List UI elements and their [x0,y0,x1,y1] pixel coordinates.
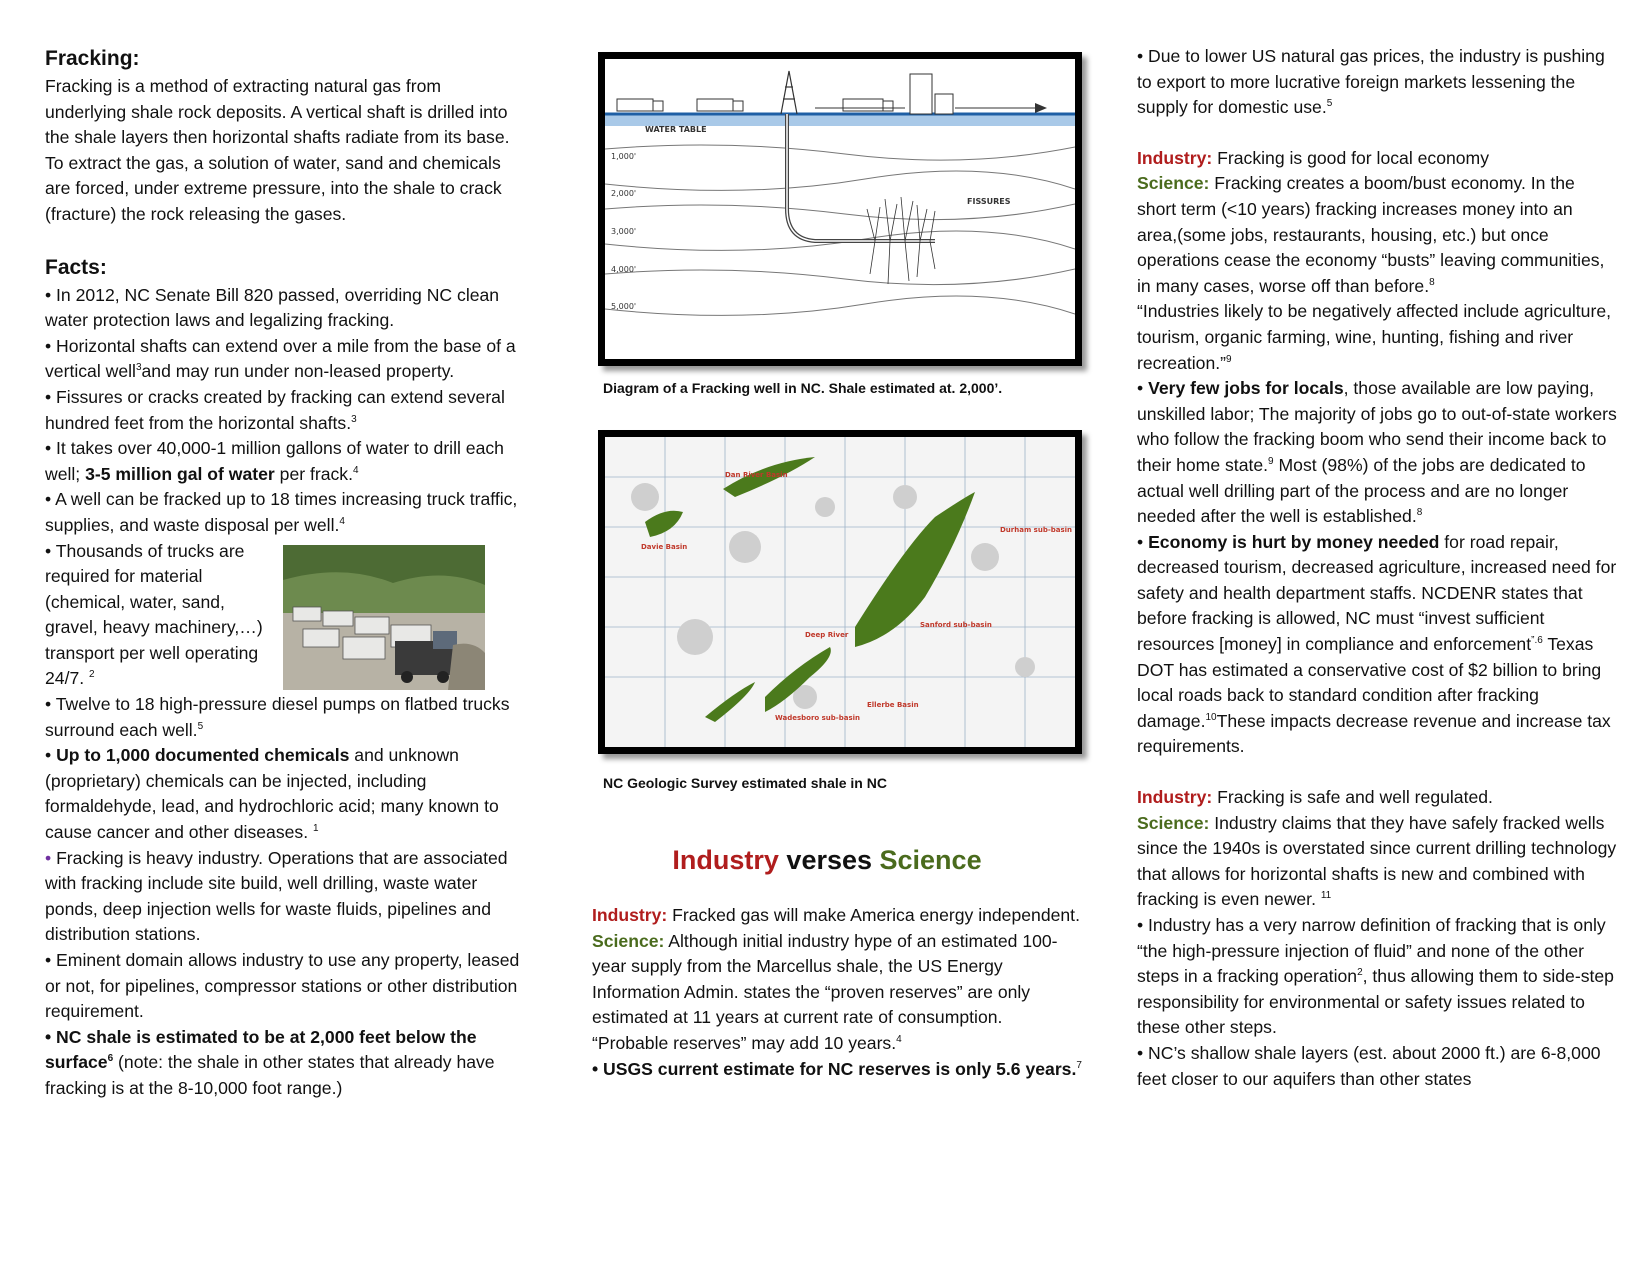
industry-claim-independence: Industry: Fracked gas will make America energy independent. [592,905,1080,925]
economy-fact: • Economy is hurt by money needed for road repair, decreased tourism, decreased agriculture, increased need for safety and health department staffs. NCDENR states that before fracking is allowed, NC must “invest sufficient resources [money] in compliance and enforcement$^{”.6}$ Texas DOT has estimated a conservative cost of $2 billion to bring local roads back to standard condition after fracking damage.$^{10}$These impacts decrease revenue and increase tax requirements. [1137,531,1617,757]
industry-claim-safety: Industry: Fracking is safe and well regulated. [1137,787,1493,808]
industry-claim-economy: Industry: Fracking is good for local economy [1137,147,1490,168]
ellerbe-label: Ellerbe Basin [867,701,919,709]
fracking-title: Fracking: [45,47,140,70]
fact-heavy-industry: • Fracking is heavy industry. Operations that are associated with fracking include site build, well drilling, waste water ponds, deep injection wells for waste fluids, pipelines and distribution stations. [45,847,508,945]
industry-verses-science-heading: Industry verses Science [672,845,982,875]
svg-text:4,000': 4,000' [611,265,637,274]
deep-river-label: Deep River [805,631,849,639]
usgs-estimate: • USGS current estimate for NC reserves is only 5.6 years.$^7$ [592,1058,1082,1079]
science-response-safety: Science: Industry claims that they have safely fracked wells since the 1940s is overstated since current drilling technology that allows for horizontal shafts is new and combined with fracking is even newer. $^{11}$ [1137,812,1617,910]
map-caption: NC Geologic Survey estimated shale in NC [603,775,887,791]
facts-title: Facts: [45,255,107,279]
fact-senate-bill: • In 2012, NC Senate Bill 820 passed, overriding NC clean water protection laws and legalizing fracking. [45,284,500,331]
durham-label: Durham sub-basin [1000,526,1073,534]
science-response-reserves: Science: Although initial industry hype of an estimated 100-year supply from the Marcellus shale, the US Energy Information Admin. states the “proven reserves” are only estimated at 11 years at current rate of consumption. “Probable reserves” may add 10 years.$^4$ [592,930,1058,1053]
column-right [1137,44,1617,1092]
fact-nc-shale-depth: • NC shale is estimated to be at 2,000 feet below the surface$^6$ (note: the shale in other states that already have fracking is at the 8-10,000 foot range.) [45,1026,495,1098]
diagram-caption: Diagram of a Fracking well in NC. Shale estimated at. 2,000’. [603,380,1003,396]
fact-fissures: • Fissures or cracks created by fracking can extend several hundred feet from the horizontal shafts.$^3$ [45,386,505,433]
svg-text:1,000': 1,000' [611,152,637,161]
sanford-label: Sanford sub-basin [920,621,992,629]
well-diagram-svg [605,59,1075,359]
shale-map-svg [605,437,1075,747]
fissures-label: FISSURES [967,197,1011,206]
column-middle [592,903,1082,1082]
water-table-label: WATER TABLE [645,125,707,134]
jobs-fact: • Very few jobs for locals, those available are low paying, unskilled labor; The majority of jobs go to out-of-state workers who follow the fracking boom who send their income back to their home state.$^9$ Most (98%) of the jobs are dedicated to actual well drilling part of the process and are no longer needed after the well is established.$^8$ [1137,378,1617,527]
nc-shale-map [598,430,1082,754]
fact-refracking: • A well can be fracked up to 18 times increasing truck traffic, supplies, and waste disposal per well.$^4$ [45,489,518,535]
truck-convoy-photo [283,545,485,690]
davie-label: Davie Basin [641,543,688,551]
science-response-economy: Science: Fracking creates a boom/bust economy. In the short term (<10 years) fracking increases money into an area,(some jobs, restaurants, housing, etc.) but once operations cease the economy “busts” leaving communities, in many cases, worse off than before.$^8$ [1137,173,1605,296]
column-left [45,44,525,1102]
fact-water-usage: • It takes over 40,000-1 million gallons of water to drill each well; 3-5 million gal of water per frack.$^4$ [45,438,504,484]
dan-river-label: Dan River Basin [725,471,788,479]
industries-quote: “Industries likely to be negatively affected include agriculture, tourism, organic farming, wine, hunting, fishing and river recreation.”$^9$ [1137,301,1611,373]
svg-text:2,000': 2,000' [611,189,637,198]
export-fact: • Due to lower US natural gas prices, the industry is pushing to export to more lucrative foreign markets lessening the supply for domestic use.$^5$ [1137,46,1605,118]
fact-chemicals: • Up to 1,000 documented chemicals and unknown (proprietary) chemicals can be injected, including formaldehyde, lead, and hydrochloric acid; many known to cause cancer and other diseases. $^1$ [45,745,499,843]
fracking-description: Fracking is a method of extracting natural gas from underlying shale rock deposits. A vertical shaft is drilled into the shale layers then horizontal shafts radiate from its base. To extract the gas, a solution of water, sand and chemicals are forced, under extreme pressure, into the shale to crack (fracture) the rock releasing the gases. [45,76,510,224]
wadesboro-label: Wadesboro sub-basin [775,714,860,722]
fact-eminent-domain: • Eminent domain allows industry to use any property, leased or not, for pipelines, compressor stations or other distribution requirement. [45,950,520,1022]
definition-fact: • Industry has a very narrow definition of fracking that is only “the high-pressure injection of fluid” and none of the other steps in a fracking operation$^2$, thus allowing them to side-step responsibility for environmental or safety issues related to these other steps. [1137,915,1614,1038]
fact-diesel-pumps: • Twelve to 18 high-pressure diesel pumps on flatbed trucks surround each well.$^5$ [45,694,510,740]
svg-text:3,000': 3,000' [611,227,637,236]
fracking-well-diagram [598,52,1082,366]
fact-horizontal-shafts: • Horizontal shafts can extend over a mile from the base of a vertical well$^3$and may run under non-leased property. [45,335,516,382]
fact-trucks: • Thousands of trucks are required for material (chemical, water, sand, gravel, heavy machinery,…) transport per well operating 24/7. $^2$ [45,539,525,693]
shallow-shale-fact: • NC’s shallow shale layers (est. about 2000 ft.) are 6-8,000 feet closer to our aquifers than other states [1137,1042,1601,1089]
svg-text:5,000': 5,000' [611,302,637,311]
